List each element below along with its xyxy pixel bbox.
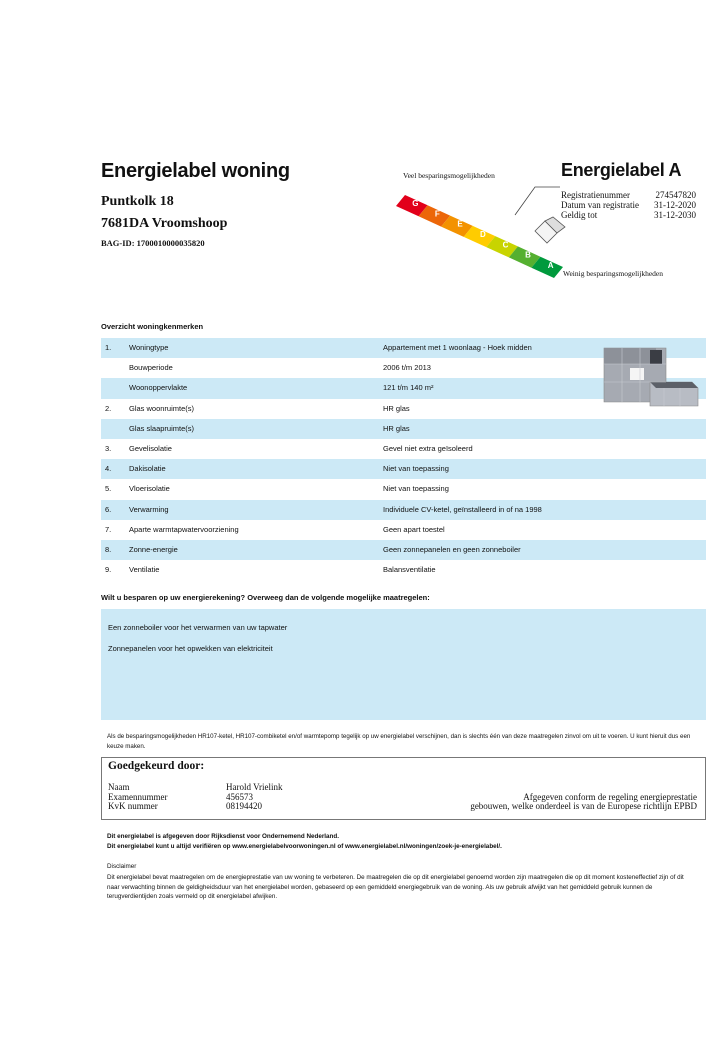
approval-title: Goedgekeurd door: bbox=[108, 760, 205, 772]
apartment-building-icon bbox=[600, 344, 700, 408]
row-value: Niet van toepassing bbox=[383, 464, 449, 474]
row-number: 8. bbox=[105, 544, 112, 554]
approval-label: Naam bbox=[108, 782, 130, 792]
label-band-letter: G bbox=[412, 199, 419, 209]
bag-id: BAG-ID: 1700010000035820 bbox=[101, 238, 205, 248]
label-info-label: Registratienummer bbox=[561, 190, 630, 200]
overview-row bbox=[101, 419, 706, 439]
row-label: Glas slaapruimte(s) bbox=[129, 423, 195, 433]
row-value: HR glas bbox=[383, 403, 410, 413]
row-value: Geen apart toestel bbox=[383, 524, 445, 534]
row-number: 6. bbox=[105, 504, 112, 514]
disclaimer-title: Disclaimer bbox=[107, 863, 137, 870]
house-marker-icon bbox=[535, 217, 565, 243]
measures-box bbox=[101, 609, 706, 720]
label-info-label: Datum van registratie bbox=[561, 200, 639, 210]
overview-title: Overzicht woningkenmerken bbox=[101, 322, 204, 331]
overview-row bbox=[101, 540, 706, 560]
energy-label-graphic bbox=[395, 165, 695, 285]
row-number: 4. bbox=[105, 464, 112, 474]
verify-info: Dit energielabel kunt u altijd verifiëren op www.energielabelvoorwoningen.nl of www.energielabel.nl/woningen/zoek-je-energielabel/. bbox=[107, 843, 502, 850]
row-label: Bouwperiode bbox=[129, 363, 173, 373]
label-bottom-caption: Weinig besparingsmogelijkheden bbox=[563, 269, 663, 278]
row-number: 1. bbox=[105, 343, 112, 352]
label-band-letter: B bbox=[525, 250, 531, 260]
approval-conformity-1: Afgegeven conform de regeling energieprestatie bbox=[523, 792, 697, 802]
approval-value: Harold Vrielink bbox=[226, 782, 283, 792]
label-info-label: Geldig tot bbox=[561, 210, 598, 220]
row-value: 121 t/m 140 m² bbox=[383, 383, 434, 393]
row-value: Niet van toepassing bbox=[383, 484, 449, 494]
overview-row bbox=[101, 500, 706, 520]
energy-label-title: Energielabel A bbox=[561, 160, 682, 180]
measures-title: Wilt u besparen op uw energierekening? Overweeg dan de volgende mogelijke maatregelen: bbox=[101, 593, 430, 602]
label-info-row bbox=[561, 190, 696, 200]
row-number: 2. bbox=[105, 403, 112, 413]
issued-by: Dit energielabel is afgegeven door Rijksdienst voor Ondernemend Nederland. bbox=[107, 833, 339, 840]
label-info-value: 31-12-2030 bbox=[654, 210, 696, 220]
row-label: Verwarming bbox=[129, 504, 169, 514]
label-band-letter: C bbox=[502, 240, 509, 250]
label-info-row bbox=[561, 210, 696, 220]
callout-line bbox=[515, 187, 560, 215]
row-label: Vloerisolatie bbox=[129, 484, 170, 494]
row-label: Glas woonruimte(s) bbox=[129, 403, 195, 413]
row-label: Woonoppervlakte bbox=[129, 383, 188, 393]
label-info bbox=[561, 190, 696, 220]
approval-label: Examennummer bbox=[108, 792, 168, 802]
row-label: Ventilatie bbox=[129, 565, 160, 575]
label-band-letter: A bbox=[547, 260, 554, 270]
approval-value: 08194420 bbox=[226, 801, 262, 811]
approval-label: KvK nummer bbox=[108, 801, 158, 811]
measure-item: Een zonneboiler voor het verwarmen van uw tapwater bbox=[108, 623, 288, 632]
label-info-value: 274547820 bbox=[655, 190, 696, 200]
approval-box bbox=[101, 757, 706, 820]
row-label: Gevelisolatie bbox=[129, 443, 172, 453]
row-number: 7. bbox=[105, 524, 112, 534]
label-info-row bbox=[561, 200, 696, 210]
address-city: 7681DA Vroomshoop bbox=[101, 216, 228, 231]
overview-row bbox=[101, 439, 706, 459]
row-value: Balansventilatie bbox=[383, 565, 436, 575]
label-band-letter: F bbox=[434, 209, 440, 219]
footnote: Als de besparingsmogelijkheden HR107-ketel, HR107-combiketel en/of warmtepomp tegelijk op uw energielabel verschijnen, dan is slechts één van deze maatregelen zinvol om uit te voeren. U kunt hieruit dus een keuze maken. bbox=[107, 733, 691, 750]
label-top-caption: Veel besparingsmogelijkheden bbox=[403, 171, 495, 180]
row-value: HR glas bbox=[383, 423, 410, 433]
row-value: Geen zonnepanelen en geen zonneboiler bbox=[383, 544, 521, 554]
label-info-value: 31-12-2020 bbox=[654, 200, 696, 210]
label-bands bbox=[396, 195, 563, 278]
row-value: Appartement met 1 woonlaag - Hoek midden bbox=[383, 343, 532, 352]
label-band-letter: E bbox=[457, 219, 463, 229]
row-label: Zonne-energie bbox=[129, 544, 178, 554]
row-label: Dakisolatie bbox=[129, 464, 166, 474]
overview-row bbox=[101, 520, 706, 540]
row-number: 9. bbox=[105, 565, 112, 575]
row-label: Aparte warmtapwatervoorziening bbox=[129, 524, 239, 534]
approval-value: 456573 bbox=[226, 792, 253, 802]
document-title: Energielabel woning bbox=[101, 160, 290, 182]
overview-row bbox=[101, 560, 706, 580]
approval-conformity-2: gebouwen, welke onderdeel is van de Europese richtlijn EPBD bbox=[470, 801, 697, 811]
row-value: Individuele CV-ketel, geïnstalleerd in of na 1998 bbox=[383, 504, 542, 514]
label-band-letter: D bbox=[480, 230, 486, 239]
overview-row bbox=[101, 459, 706, 479]
row-label: Woningtype bbox=[129, 343, 169, 352]
row-number: 3. bbox=[105, 443, 112, 453]
disclaimer-text: Dit energielabel bevat maatregelen om de energieprestatie van uw woning te verbeteren. De maatregelen die op dit energielabel genoemd worden zijn maatregelen die op dit moment kosteneffectief zijn of dit naar verwachting binnen de geldigheidsduur van het energielabel worden, gebaseerd op een gemiddeld energiegebruik van de woning. Als uw gebruik afwijkt van het gemiddeld gebruik kunnen de terugverdientijden zoals vermeld op dit energielabel afwijken. bbox=[107, 874, 684, 901]
row-value: Gevel niet extra geïsoleerd bbox=[383, 443, 473, 453]
row-number: 5. bbox=[105, 484, 112, 494]
measure-item: Zonnepanelen voor het opwekken van elektriciteit bbox=[108, 644, 273, 653]
row-value: 2006 t/m 2013 bbox=[383, 363, 431, 373]
address-street: Puntkolk 18 bbox=[101, 194, 174, 209]
overview-row bbox=[101, 479, 706, 499]
